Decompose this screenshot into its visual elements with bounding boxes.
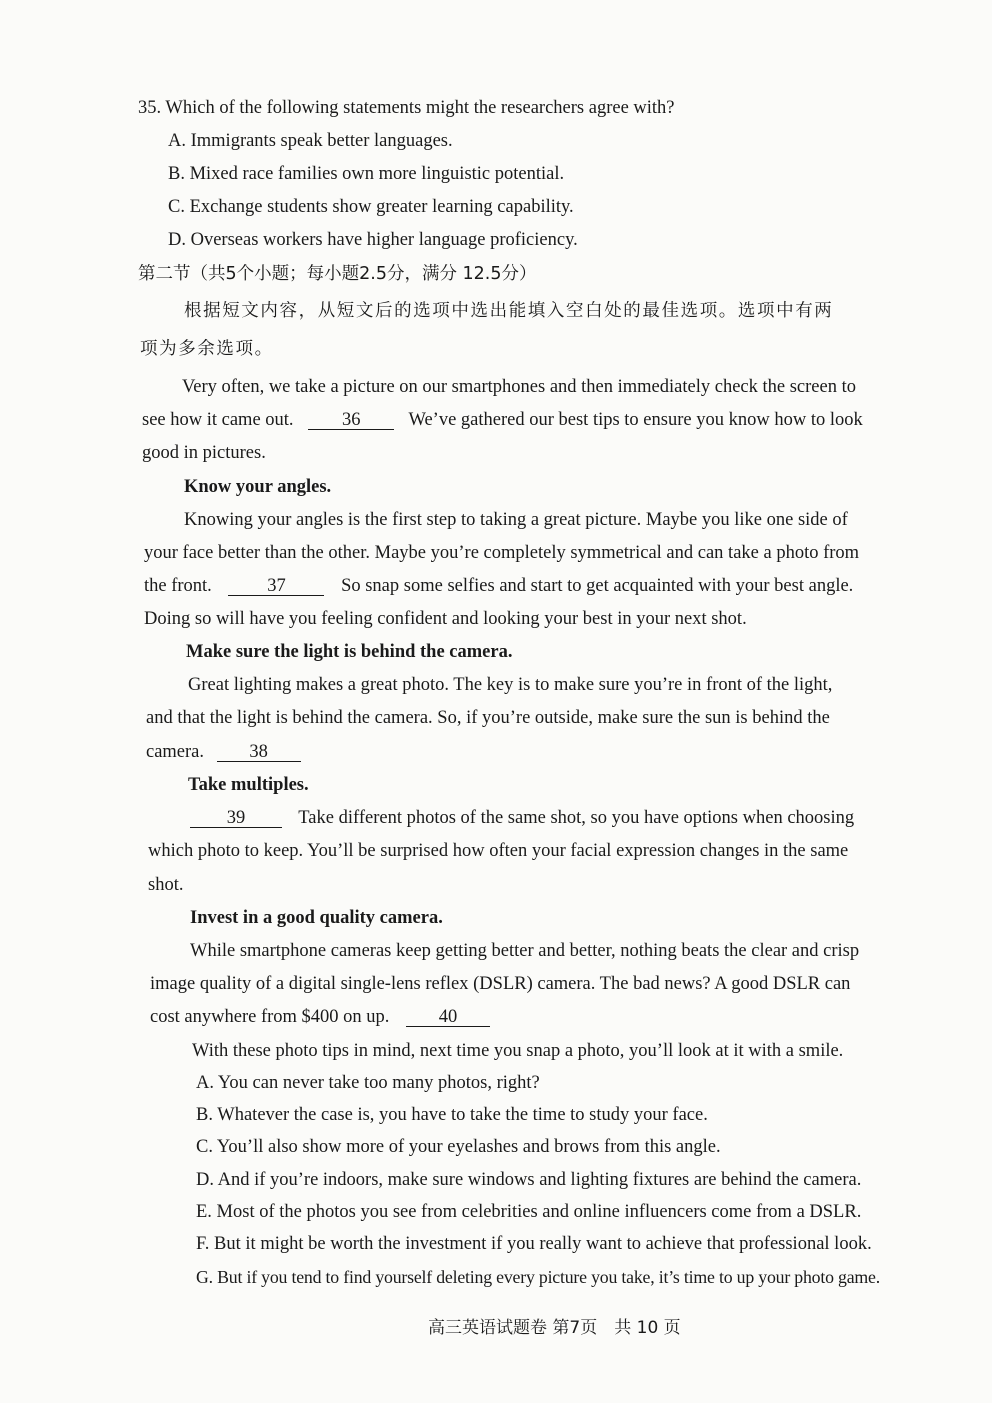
passage-intro-text-b: We’ve gathered our best tips to ensure you know how to look [408, 410, 863, 430]
passage-closing: With these photo tips in mind, next time you snap a photo, you’ll look at it with a smile. [192, 1041, 844, 1061]
choice-e: E. Most of the photos you see from celebrities and online influencers come from a DSLR. [196, 1202, 862, 1222]
blank-37[interactable]: 37 [228, 577, 324, 596]
question-35-option-b: B. Mixed race families own more linguistic potential. [168, 164, 565, 184]
paragraph-angles-line-4: Doing so will have you feeling confident and looking your best in your next shot. [144, 609, 747, 629]
paragraph-angles-line-1: Knowing your angles is the first step to taking a great picture. Maybe you like one side of [184, 510, 848, 530]
paragraph-angles-text-b: So snap some selfies and start to get acquainted with your best angle. [341, 576, 854, 596]
page-footer: 高三英语试题卷 第7页 共 10 页 [428, 1318, 681, 1338]
question-35-stem: 35. Which of the following statements might the researchers agree with? [138, 98, 675, 118]
choice-c: C. You’ll also show more of your eyelashes and brows from this angle. [196, 1137, 721, 1157]
question-35-option-d: D. Overseas workers have higher language proficiency. [168, 230, 578, 250]
question-35-option-a: A. Immigrants speak better languages. [168, 131, 453, 151]
paragraph-camera-line-1: While smartphone cameras keep getting better and better, nothing beats the clear and crisp [190, 941, 860, 961]
subheading-know-angles: Know your angles. [184, 477, 332, 497]
paragraph-multiples-line-3: shot. [148, 875, 184, 895]
paragraph-angles-line-3 [144, 574, 853, 598]
section-2-instruction-line-2: 项为多余选项。 [140, 339, 274, 359]
paragraph-camera-text-a: cost anywhere from $400 on up. [150, 1007, 390, 1027]
paragraph-camera-line-3 [150, 1005, 490, 1029]
paragraph-angles-line-2: your face better than the other. Maybe you’re completely symmetrical and can take a photo from [144, 543, 860, 563]
blank-36[interactable]: 36 [308, 411, 394, 430]
section-2-header: 第二节（共5个小题；每小题2.5分，满分 12.5分） [138, 264, 537, 284]
passage-intro-line-3: good in pictures. [142, 443, 266, 463]
passage-intro-line-2 [142, 408, 863, 432]
choice-d: D. And if you’re indoors, make sure windows and lighting fixtures are behind the camera. [196, 1170, 862, 1190]
passage-intro-text-a: see how it came out. [142, 410, 294, 430]
paragraph-light-line-2: and that the light is behind the camera. So, if you’re outside, make sure the sun is behind the [146, 708, 830, 728]
subheading-light: Make sure the light is behind the camera. [186, 642, 513, 662]
passage-intro-line-1: Very often, we take a picture on our smartphones and then immediately check the screen to [182, 377, 856, 397]
paragraph-multiples-text-b: Take different photos of the same shot, so you have options when choosing [298, 808, 855, 828]
blank-40[interactable]: 40 [406, 1008, 490, 1027]
subheading-camera: Invest in a good quality camera. [190, 908, 443, 928]
blank-39[interactable]: 39 [190, 809, 282, 828]
paragraph-light-text-a: camera. [146, 742, 205, 762]
question-35-option-c: C. Exchange students show greater learning capability. [168, 197, 574, 217]
paragraph-camera-line-2: image quality of a digital single-lens reflex (DSLR) camera. The bad news? A good DSLR can [150, 974, 851, 994]
paragraph-multiples-line-2: which photo to keep. You’ll be surprised how often your facial expression changes in the same [148, 841, 849, 861]
choice-b: B. Whatever the case is, you have to take the time to study your face. [196, 1105, 708, 1125]
paragraph-angles-text-a: the front. [144, 576, 212, 596]
choice-g: G. But if you tend to find yourself deleting every picture you take, it’s time to up your photo game. [196, 1267, 880, 1287]
choice-f: F. But it might be worth the investment if you really want to achieve that professional look. [196, 1234, 872, 1254]
blank-38[interactable]: 38 [217, 743, 301, 762]
subheading-multiples: Take multiples. [188, 775, 309, 795]
paragraph-light-line-1: Great lighting makes a great photo. The key is to make sure you’re in front of the light, [188, 675, 833, 695]
paragraph-light-line-3 [146, 740, 301, 764]
choice-a: A. You can never take too many photos, right? [196, 1073, 540, 1093]
paragraph-multiples-line-1 [190, 806, 854, 830]
section-2-instruction-line-1: 根据短文内容，从短文后的选项中选出能填入空白处的最佳选项。选项中有两 [184, 301, 834, 321]
